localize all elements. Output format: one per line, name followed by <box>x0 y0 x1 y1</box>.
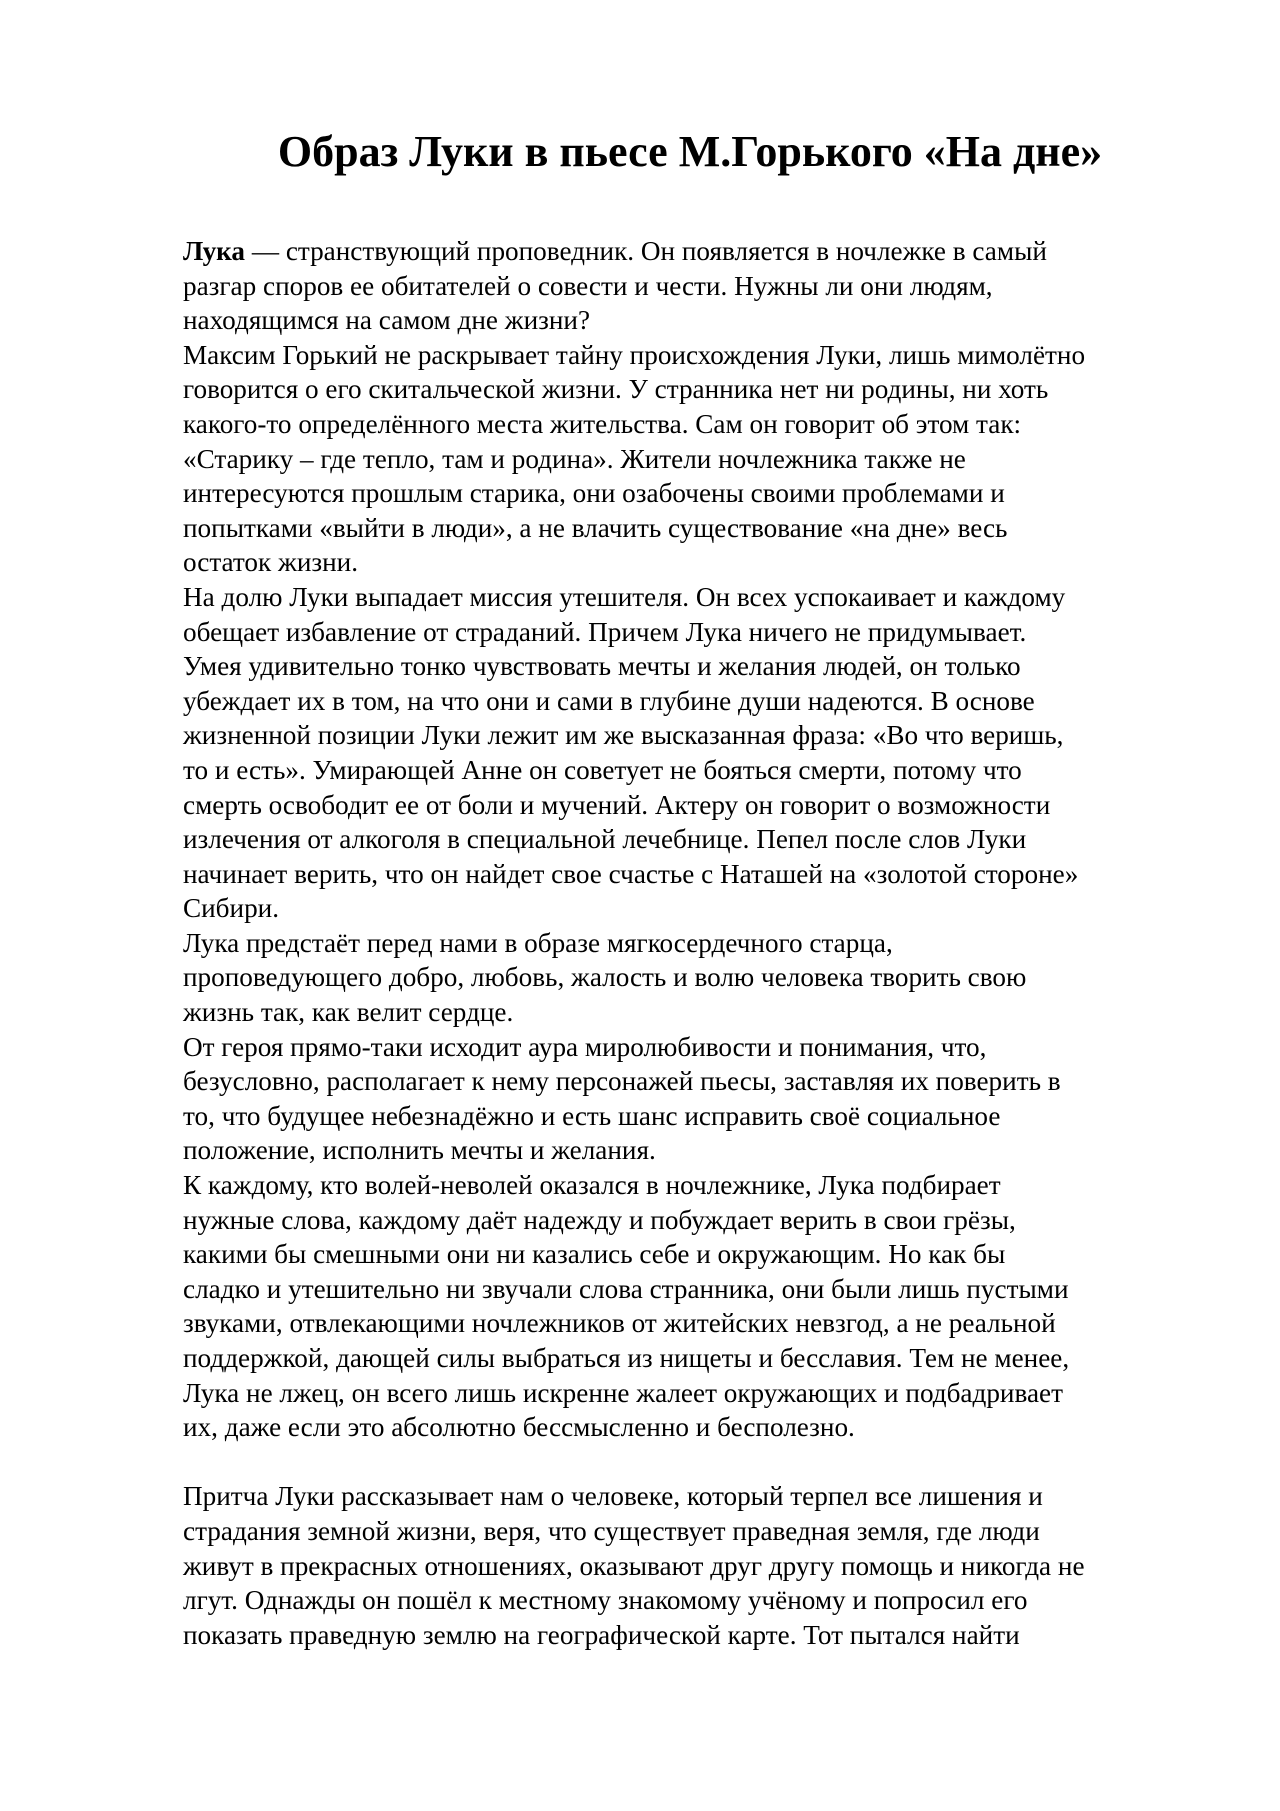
text-line: Лука не лжец, он всего лишь искренне жалеет окружающих и подбадривает <box>183 1377 1063 1408</box>
text-line: смерть освободит ее от боли и мучений. Актеру он говорит о возможности <box>183 789 1051 820</box>
text-line: убеждает их в том, на что они и сами в глубине души надеются. В основе <box>183 685 1035 716</box>
text-line: обещает избавление от страданий. Причем Лука ничего не придумывает. <box>183 616 1027 647</box>
text-line-content: — странствующий проповедник. Он появляется в ночлежке в самый <box>245 236 1047 266</box>
text-line: положение, исполнить мечты и желания. <box>183 1135 656 1166</box>
text-line: проповедующего добро, любовь, жалость и волю человека творить свою <box>183 962 1027 993</box>
text-line: Сибири. <box>183 893 280 924</box>
text-line: безусловно, располагает к нему персонажей пьесы, заставляя их поверить в <box>183 1066 1061 1097</box>
lead-term: Лука <box>183 236 246 266</box>
text-line: начинает верить, что он найдет свое счастье с Наташей на «золотой стороне» <box>183 858 1079 889</box>
text-line: страдания земной жизни, веря, что существует праведная земля, где люди <box>183 1515 1040 1546</box>
paragraph-gap <box>183 1445 1213 1480</box>
text-line: интересуются прошлым старика, они озабочены своими проблемами и <box>183 478 1005 509</box>
text-line: жизнь так, как велит сердце. <box>183 997 514 1028</box>
text-line: Притча Луки рассказывает нам о человеке, который терпел все лишения и <box>183 1481 1043 1512</box>
text-line: Максим Горький не раскрывает тайну происхождения Луки, лишь мимолётно <box>183 339 1086 370</box>
text-line: лгут. Однажды он пошёл к местному знакомому учёному и попросил его <box>183 1585 1028 1616</box>
text-line: На долю Луки выпадает миссия утешителя. Он всех успокаивает и каждому <box>183 581 1066 612</box>
text-line: какими бы смешными они ни казались себе и окружающим. Но как бы <box>183 1239 1006 1270</box>
text-line: жизненной позиции Луки лежит им же высказанная фраза: «Во что веришь, <box>183 720 1064 751</box>
text-line: живут в прекрасных отношениях, оказывают друг другу помощь и никогда не <box>183 1550 1085 1581</box>
text-line: то, что будущее небезнадёжно и есть шанс исправить своё социальное <box>183 1100 1001 1131</box>
text-line: то и есть». Умирающей Анне он советует не бояться смерти, потому что <box>183 754 1022 785</box>
text-line: Лука предстаёт перед нами в образе мягкосердечного старца, <box>183 927 893 958</box>
text-line: излечения от алкоголя в специальной лечебнице. Пепел после слов Луки <box>183 824 1027 855</box>
document-title: Образ Луки в пьесе М.Горького «На дне» <box>277 127 1103 176</box>
text-line: поддержкой, дающей силы выбраться из нищеты и бесславия. Тем не менее, <box>183 1343 1070 1373</box>
text-line: остаток жизни. <box>183 547 359 578</box>
text-line: разгар споров ее обитателей о совести и чести. Нужны ли они людям, <box>183 270 993 301</box>
text-line: Умея удивительно тонко чувствовать мечты и желания людей, он только <box>183 651 1021 682</box>
text-line: сладко и утешительно ни звучали слова странника, они были лишь пустыми <box>183 1273 1069 1304</box>
document-body <box>183 234 1213 1652</box>
text-line: говорится о его скитальческой жизни. У странника нет ни родины, ни хоть <box>183 374 1049 405</box>
text-line: какого-то определённого места жительства. Сам он говорит об этом так: <box>183 408 1022 439</box>
text-line: их, даже если это абсолютно бессмысленно и бесполезно. <box>183 1412 855 1443</box>
text-line <box>183 234 1213 269</box>
text-line: «Старику – где тепло, там и родина». Жители ночлежника также не <box>183 443 966 474</box>
text-line: нужные слова, каждому даёт надежду и побуждает верить в свои грёзы, <box>183 1204 1016 1235</box>
text-line: звуками, отвлекающими ночлежников от житейских невзгод, а не реальной <box>183 1308 1056 1339</box>
text-line: показать праведную землю на географической карте. Тот пытался найти <box>183 1619 1020 1650</box>
text-line: От героя прямо-таки исходит аура миролюбивости и понимания, что, <box>183 1031 987 1062</box>
text-line: попытками «выйти в люди», а не влачить существование «на дне» весь <box>183 512 1008 543</box>
text-line: К каждому, кто волей-неволей оказался в ночлежнике, Лука подбирает <box>183 1170 1001 1201</box>
text-line: находящимся на самом дне жизни? <box>183 305 591 336</box>
